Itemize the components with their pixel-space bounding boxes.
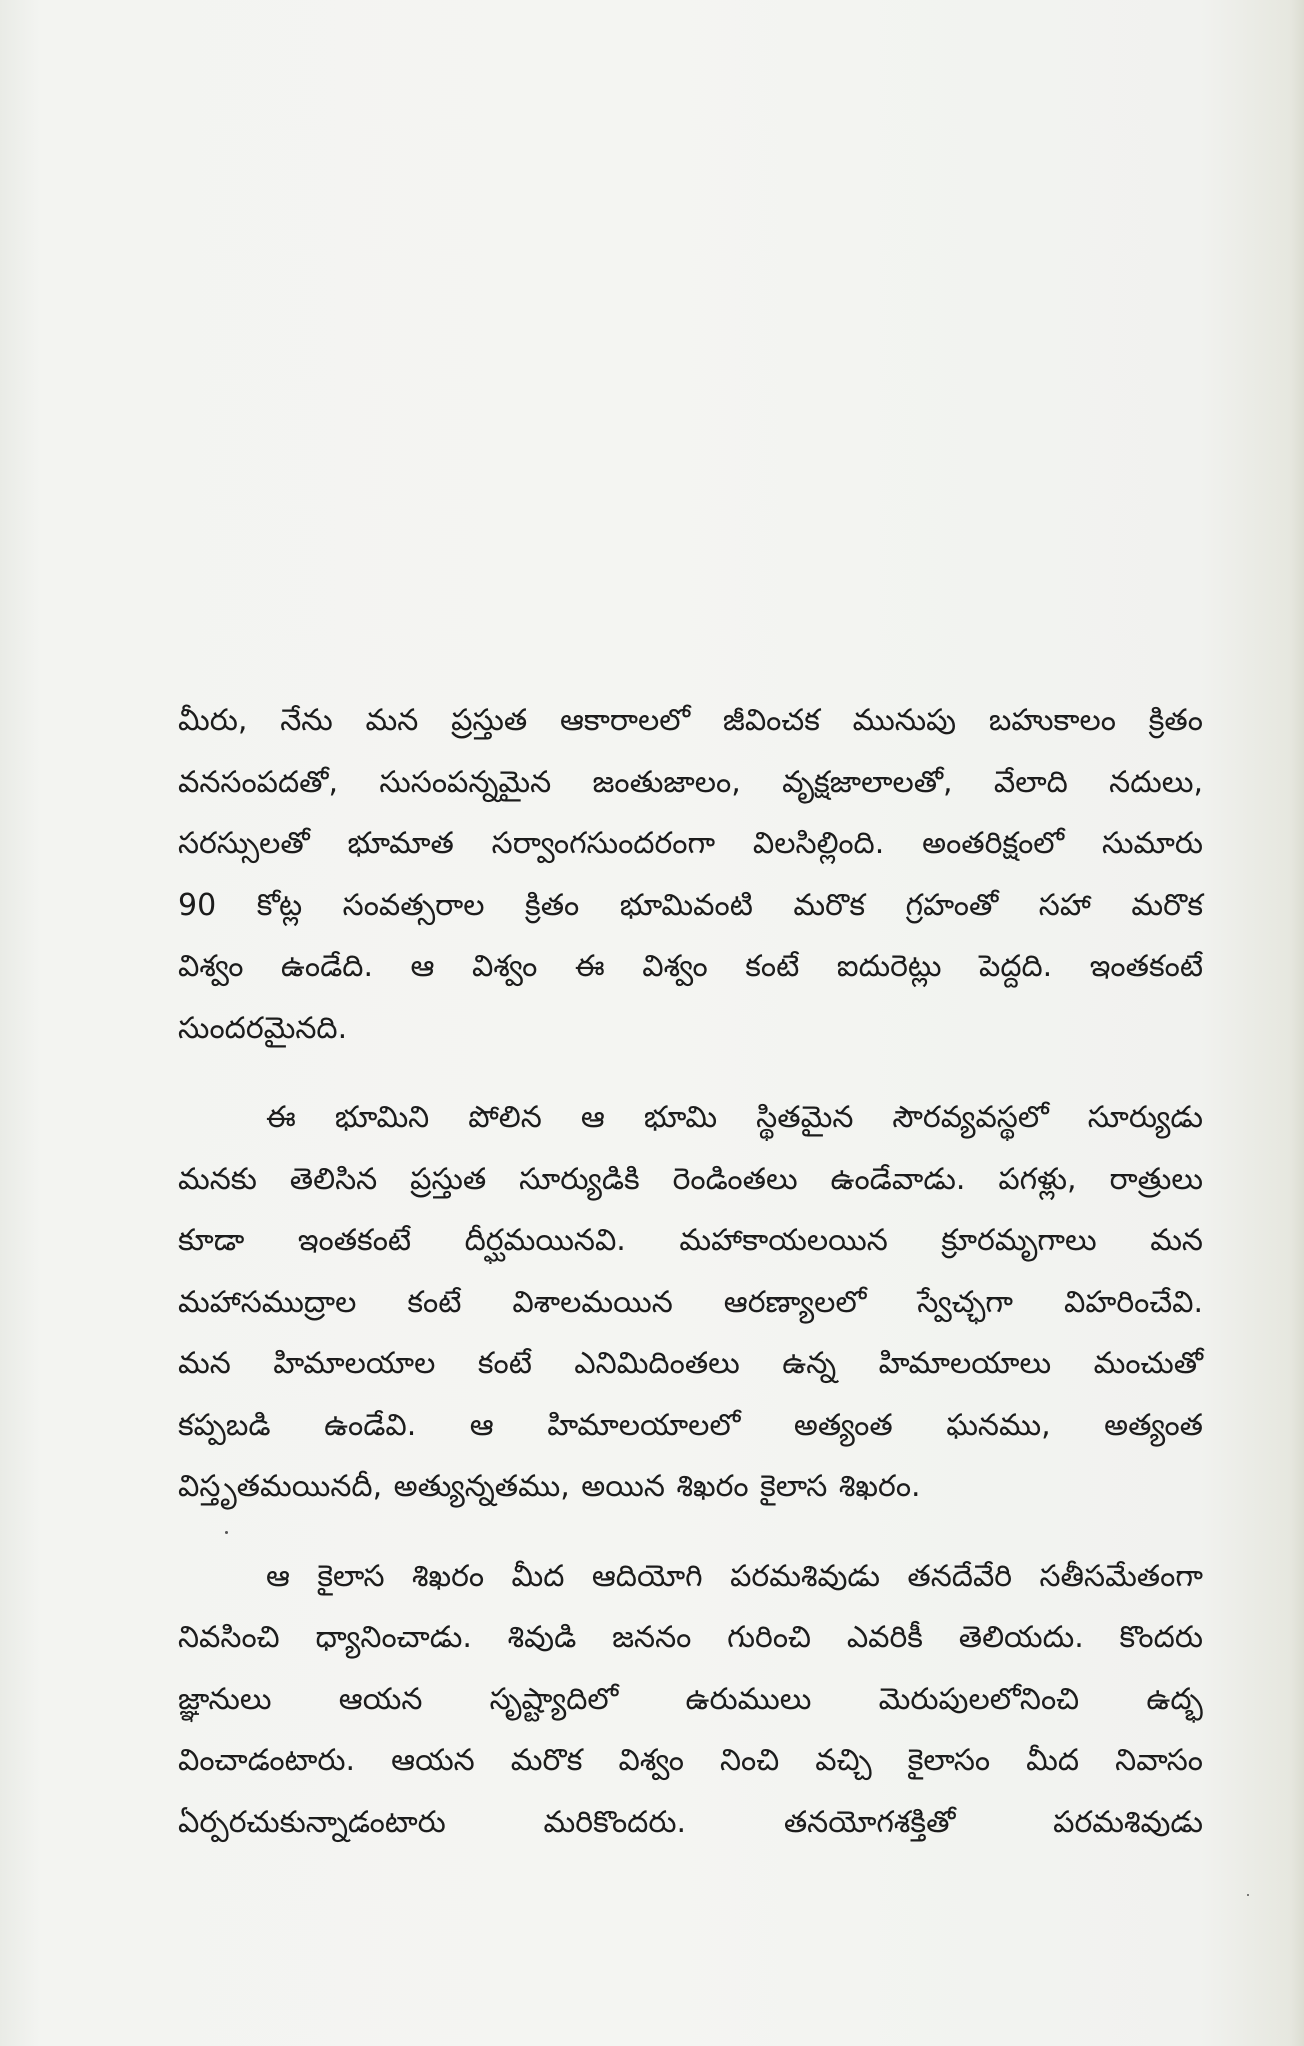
paragraph-2 [178, 1087, 1203, 1518]
text-line: 90 కోట్ల సంవత్సరాల క్రితం భూమివంటి మరొక గ్రహంతో సహా మరొక [178, 887, 1203, 923]
text-line: మన హిమాలయాల కంటే ఎనిమిదింతలు ఉన్న హిమాలయాలు మంచుతో [178, 1346, 1203, 1381]
text-line: వనసంపదతో, సుసంపన్నమైన జంతుజాలం, వృక్షజాలాలతో, వేలాది నదులు, [178, 764, 1203, 800]
text-line: ఆ కైలాస శిఖరం మీద ఆదియోగి పరమశివుడు తనదేవేరి సతీసమేతంగా [266, 1558, 1203, 1594]
text-line: సరస్సులతో భూమాత సర్వాంగసుందరంగా విలసిల్లింది. అంతరిక్షంలో సుమారు [178, 826, 1203, 861]
text-line: నివసించి ధ్యానించాడు. శివుడి జననం గురించి ఎవరికీ తెలియదు. కొందరు [178, 1620, 1203, 1655]
text-line: విస్తృతమయినదీ, అత్యున్నతము, అయిన శిఖరం కైలాస శిఖరం. [178, 1469, 921, 1504]
paragraph-1 [178, 690, 1203, 1059]
text-line: సుందరమైనది. [178, 1010, 348, 1046]
text-line: మనకు తెలిసిన ప్రస్తుత సూర్యుడికి రెండింతలు ఉండేవాడు. పగళ్లు, రాత్రులు [178, 1161, 1203, 1197]
text-line: కూడా ఇంతకంటే దీర్ఘమయినవి. మహాకాయలయిన క్రూరమృగాలు మన [178, 1223, 1203, 1258]
paper-speck [225, 1531, 228, 1534]
text-line: ఈ భూమిని పోలిన ఆ భూమి స్థితమైన సౌరవ్యవస్థలో సూర్యుడు [266, 1100, 1203, 1135]
text-line: మీరు, నేను మన ప్రస్తుత ఆకారాలలో జీవించక మునుపు బహుకాలం క్రితం [178, 703, 1203, 738]
text-line: మహాసముద్రాల కంటే విశాలమయిన ఆరణ్యాలలో స్వేచ్ఛగా విహరించేవి. [178, 1284, 1203, 1320]
text-line: ఏర్పరచుకున్నాడంటారు మరికొందరు. తనయోగశక్తితో పరమశివుడు [178, 1804, 1203, 1840]
paper-speck [1247, 1894, 1249, 1896]
body-text [178, 690, 1203, 1853]
text-line: విశ్వం ఉండేది. ఆ విశ్వం ఈ విశ్వం కంటే ఐదురెట్లు పెద్దది. ఇంతకంటే [178, 949, 1203, 984]
paragraph-3 [178, 1546, 1203, 1854]
text-line: వించాడంటారు. ఆయన మరొక విశ్వం నించి వచ్చి కైలాసం మీద నివాసం [178, 1743, 1203, 1778]
text-line: కప్పబడి ఉండేవి. ఆ హిమాలయాలలో అత్యంత ఘనము, అత్యంత [178, 1407, 1203, 1443]
text-line: జ్ఞానులు ఆయన సృష్ట్యాదిలో ఉరుములు మెరుపులలోనించి ఉద్భ [178, 1681, 1203, 1717]
